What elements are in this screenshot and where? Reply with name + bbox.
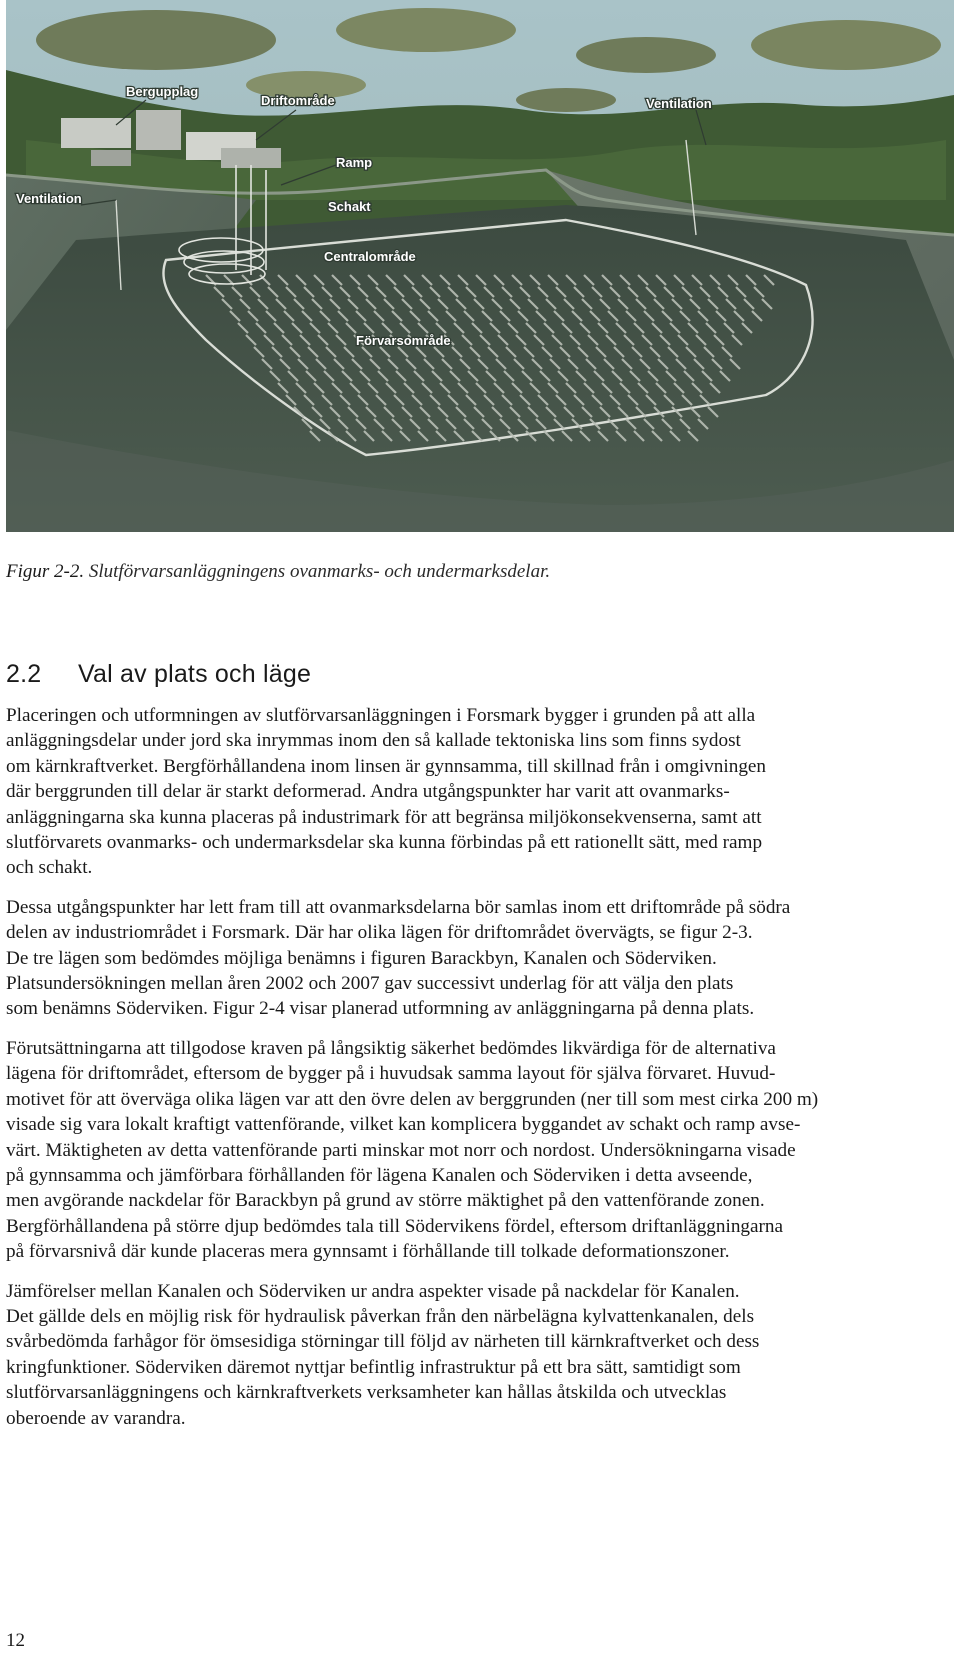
text-line: motivet för att överväga olika lägen var att den övre delen av berggrunden (ner till som mest cirka 200 m) — [6, 1088, 819, 1110]
text-line: kringfunktioner. Söderviken däremot nyttjar befintlig infrastruktur på ett bra sätt, samtidigt som — [6, 1356, 741, 1378]
text-line: anläggningsdelar under jord ska inrymmas inom den så kallade tektoniska lins som finns sydost — [6, 730, 741, 752]
text-line: värt. Mäktigheten av detta vattenförande parti minskar mot norr och nordost. Undersökningarna visade — [6, 1139, 796, 1161]
text-line: på förvarsnivå där kunde placeras mera gynnsamt i förhållande till tolkade deformationszoner. — [6, 1241, 730, 1263]
figure-caption-text: Slutförvarsanläggningens ovanmarks- och undermarksdelar. — [88, 561, 551, 582]
text-line: Bergförhållandena på större djup bedömdes tala till Södervikens fördel, eftersom driftanläggningarna — [6, 1215, 784, 1237]
paragraph — [6, 1036, 946, 1265]
label-schakt: Schakt — [328, 199, 371, 214]
text-line: som benämns Söderviken. Figur 2-4 visar planerad utformning av anläggningarna på denna plats. — [6, 998, 755, 1020]
label-ventilation-right: Ventilation — [646, 96, 712, 111]
text-line: Det gällde dels en möjlig risk för hydraulisk påverkan från den närbelägna kylvattenkanalen, dels — [6, 1305, 755, 1327]
label-driftomrade: Driftområde — [261, 93, 335, 108]
text-line: på gynnsamma och jämförbara förhållanden för lägena Kanalen och Söderviken i detta avseende, — [6, 1164, 753, 1186]
label-ventilation-left: Ventilation — [16, 191, 82, 206]
text-line: och schakt. — [6, 857, 93, 879]
text-line: Jämförelser mellan Kanalen och Söderviken ur andra aspekter visade på nackdelar för Kanalen. — [6, 1280, 740, 1302]
text-line: lägena för driftområdet, eftersom de bygger på i huvudsak samma layout för själva förvaret. Huvud- — [6, 1063, 776, 1085]
body-text — [6, 703, 946, 1445]
text-line: svårbedömda farhågor för ömsesidiga störningar till följd av närheten till kärnkraftverket och dess — [6, 1331, 760, 1353]
paragraph — [6, 895, 946, 1022]
section-title: Val av plats och läge — [78, 660, 312, 688]
text-line: Platsundersökningen mellan åren 2002 och 2007 gav successivt underlag för att välja den plats — [6, 973, 734, 995]
text-line: Förutsättningarna att tillgodose kraven på långsiktig säkerhet bedömdes likvärdiga för de alternativa — [6, 1037, 776, 1059]
text-line: Placeringen och utformningen av slutförvarsanläggningen i Forsmark bygger i grunden på att alla — [6, 705, 756, 726]
text-line: De tre lägen som bedömdes möjliga benämns i figuren Barackbyn, Kanalen och Söderviken. — [6, 947, 717, 969]
text-line: Dessa utgångspunkter har lett fram till att ovanmarksdelarna bör samlas inom ett driftområde på södra — [6, 896, 791, 918]
text-line: slutförvarsanläggningens och kärnkraftverkets verksamheter kan hållas åtskilda och utvecklas — [6, 1382, 727, 1404]
page-number: 12 — [6, 1630, 25, 1651]
label-ramp: Ramp — [336, 155, 373, 170]
figure-caption-label: Figur 2-2. — [6, 561, 85, 582]
text-line: där berggrunden till delar är starkt deformerad. Andra utgångspunkter har varit att ovanmarks- — [6, 781, 730, 803]
label-forvarsomrade: Förvarsområde — [356, 333, 451, 348]
text-line: oberoende av varandra. — [6, 1407, 186, 1429]
text-line: visade sig vara lokalt kraftigt vattenförande, vilket kan komplicera byggandet av schakt och ramp avse- — [6, 1114, 801, 1136]
text-line: anläggningarna ska kunna placeras på industrimark för att begränsa miljökonsekvenserna, samt att — [6, 806, 762, 828]
text-line: delen av industriområdet i Forsmark. Där har olika lägen för driftområdet övervägts, se figur 2-3. — [6, 922, 753, 944]
label-centralomrade: Centralområde — [324, 249, 416, 264]
paragraph — [6, 703, 946, 881]
section-number: 2.2 — [6, 660, 42, 688]
text-line: slutförvarets ovanmarks- och undermarksdelar ska kunna förbindas på ett rationellt sätt, med ramp — [6, 832, 763, 854]
label-bergupplag: Bergupplag — [126, 84, 199, 99]
paragraph — [6, 1279, 946, 1431]
section-heading — [6, 660, 311, 689]
text-line: men avgörande nackdelar för Barackbyn på grund av större mäktighet på den vattenförande zonen. — [6, 1190, 765, 1212]
text-line: om kärnkraftverket. Bergförhållandena inom linsen är gynnsamma, till skillnad från i omgivningen — [6, 755, 767, 777]
repository-illustration — [6, 0, 954, 532]
figure-caption — [6, 561, 550, 583]
